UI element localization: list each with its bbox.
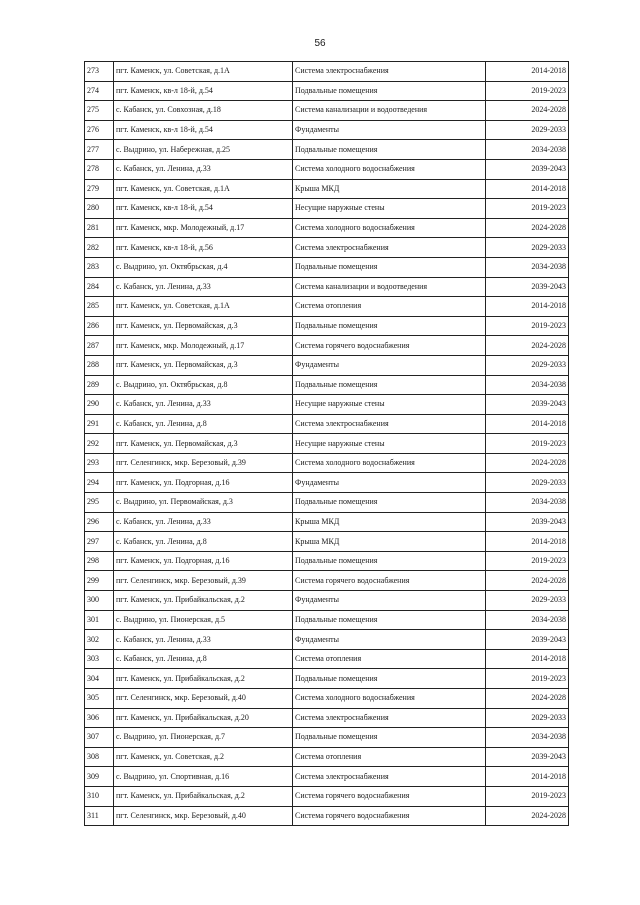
- period-cell: 2034-2038: [486, 140, 569, 160]
- address-cell: пгт. Каменск, ул. Советская, д.1А: [114, 62, 293, 82]
- period-cell: 2019-2023: [486, 551, 569, 571]
- row-number: 281: [85, 218, 114, 238]
- address-cell: пгт. Селенгинск, мкр. Березовый, д.39: [114, 453, 293, 473]
- table-row: [85, 786, 569, 806]
- table-row: [85, 493, 569, 513]
- period-cell: 2014-2018: [486, 62, 569, 82]
- period-cell: 2024-2028: [486, 806, 569, 826]
- row-number: 306: [85, 708, 114, 728]
- address-cell: пгт. Каменск, ул. Советская, д.1А: [114, 179, 293, 199]
- table-row: [85, 453, 569, 473]
- period-cell: 2029-2033: [486, 591, 569, 611]
- system-cell: Подвальные помещения: [293, 669, 486, 689]
- table-row: [85, 336, 569, 356]
- system-cell: Система горячего водоснабжения: [293, 786, 486, 806]
- row-number: 311: [85, 806, 114, 826]
- row-number: 307: [85, 728, 114, 748]
- address-cell: с. Кабанск, ул. Совхозная, д.18: [114, 101, 293, 121]
- row-number: 289: [85, 375, 114, 395]
- system-cell: Крыша МКД: [293, 512, 486, 532]
- address-cell: с. Выдрино, ул. Набережная, д.25: [114, 140, 293, 160]
- period-cell: 2034-2038: [486, 493, 569, 513]
- row-number: 302: [85, 630, 114, 650]
- period-cell: 2019-2023: [486, 786, 569, 806]
- table-row: [85, 297, 569, 317]
- table-row: [85, 316, 569, 336]
- address-cell: с. Кабанск, ул. Ленина, д.33: [114, 512, 293, 532]
- row-number: 300: [85, 591, 114, 611]
- table-row: [85, 473, 569, 493]
- row-number: 310: [85, 786, 114, 806]
- row-number: 284: [85, 277, 114, 297]
- address-cell: пгт. Каменск, ул. Прибайкальская, д.2: [114, 669, 293, 689]
- row-number: 292: [85, 434, 114, 454]
- system-cell: Система электроснабжения: [293, 414, 486, 434]
- period-cell: 2014-2018: [486, 179, 569, 199]
- table-row: [85, 120, 569, 140]
- period-cell: 2039-2043: [486, 747, 569, 767]
- table-row: [85, 806, 569, 826]
- address-cell: пгт. Каменск, ул. Первомайская, д.3: [114, 316, 293, 336]
- system-cell: Система холодного водоснабжения: [293, 159, 486, 179]
- address-cell: пгт. Каменск, мкр. Молодежный, д.17: [114, 218, 293, 238]
- period-cell: 2024-2028: [486, 453, 569, 473]
- period-cell: 2039-2043: [486, 159, 569, 179]
- system-cell: Подвальные помещения: [293, 610, 486, 630]
- system-cell: Крыша МКД: [293, 532, 486, 552]
- table-row: [85, 532, 569, 552]
- table-row: [85, 512, 569, 532]
- table-row: [85, 728, 569, 748]
- system-cell: Подвальные помещения: [293, 728, 486, 748]
- address-cell: с. Кабанск, ул. Ленина, д.33: [114, 395, 293, 415]
- period-cell: 2039-2043: [486, 277, 569, 297]
- period-cell: 2014-2018: [486, 767, 569, 787]
- row-number: 308: [85, 747, 114, 767]
- period-cell: 2019-2023: [486, 199, 569, 219]
- period-cell: 2029-2033: [486, 708, 569, 728]
- table-row: [85, 277, 569, 297]
- address-cell: с. Выдрино, ул. Октябрьская, д.8: [114, 375, 293, 395]
- system-cell: Система электроснабжения: [293, 238, 486, 258]
- address-cell: пгт. Каменск, кв-л 18-й, д.56: [114, 238, 293, 258]
- period-cell: 2014-2018: [486, 297, 569, 317]
- row-number: 305: [85, 689, 114, 709]
- address-cell: с. Выдрино, ул. Спортивная, д.16: [114, 767, 293, 787]
- period-cell: 2029-2033: [486, 120, 569, 140]
- table-row: [85, 689, 569, 709]
- row-number: 295: [85, 493, 114, 513]
- system-cell: Система электроснабжения: [293, 708, 486, 728]
- period-cell: 2024-2028: [486, 689, 569, 709]
- address-cell: пгт. Каменск, ул. Прибайкальская, д.2: [114, 591, 293, 611]
- period-cell: 2024-2028: [486, 101, 569, 121]
- row-number: 301: [85, 610, 114, 630]
- table-row: [85, 630, 569, 650]
- row-number: 291: [85, 414, 114, 434]
- system-cell: Подвальные помещения: [293, 375, 486, 395]
- table-row: [85, 218, 569, 238]
- row-number: 299: [85, 571, 114, 591]
- row-number: 282: [85, 238, 114, 258]
- system-cell: Система холодного водоснабжения: [293, 218, 486, 238]
- period-cell: 2024-2028: [486, 336, 569, 356]
- table-row: [85, 414, 569, 434]
- system-cell: Подвальные помещения: [293, 140, 486, 160]
- period-cell: 2029-2033: [486, 355, 569, 375]
- row-number: 293: [85, 453, 114, 473]
- address-cell: пгт. Каменск, ул. Подгорная, д.16: [114, 551, 293, 571]
- system-cell: Система горячего водоснабжения: [293, 806, 486, 826]
- table-row: [85, 355, 569, 375]
- row-number: 279: [85, 179, 114, 199]
- period-cell: 2024-2028: [486, 218, 569, 238]
- table-row: [85, 571, 569, 591]
- table-row: [85, 159, 569, 179]
- system-cell: Несущие наружные стены: [293, 434, 486, 454]
- row-number: 294: [85, 473, 114, 493]
- period-cell: 2029-2033: [486, 473, 569, 493]
- system-cell: Фундаменты: [293, 473, 486, 493]
- system-cell: Система холодного водоснабжения: [293, 689, 486, 709]
- row-number: 287: [85, 336, 114, 356]
- system-cell: Система горячего водоснабжения: [293, 571, 486, 591]
- address-cell: пгт. Селенгинск, мкр. Березовый, д.40: [114, 806, 293, 826]
- row-number: 303: [85, 649, 114, 669]
- row-number: 304: [85, 669, 114, 689]
- address-cell: с. Кабанск, ул. Ленина, д.8: [114, 649, 293, 669]
- system-cell: Несущие наружные стены: [293, 199, 486, 219]
- address-cell: пгт. Каменск, ул. Первомайская, д.3: [114, 355, 293, 375]
- period-cell: 2014-2018: [486, 414, 569, 434]
- address-cell: пгт. Каменск, ул. Прибайкальская, д.2: [114, 786, 293, 806]
- system-cell: Фундаменты: [293, 591, 486, 611]
- table-row: [85, 767, 569, 787]
- address-cell: с. Выдрино, ул. Октябрьская, д.4: [114, 257, 293, 277]
- address-cell: пгт. Каменск, мкр. Молодежный, д.17: [114, 336, 293, 356]
- address-cell: с. Кабанск, ул. Ленина, д.33: [114, 277, 293, 297]
- system-cell: Фундаменты: [293, 630, 486, 650]
- row-number: 298: [85, 551, 114, 571]
- address-cell: с. Выдрино, ул. Первомайская, д.3: [114, 493, 293, 513]
- row-number: 309: [85, 767, 114, 787]
- address-cell: с. Выдрино, ул. Пионерская, д.5: [114, 610, 293, 630]
- address-cell: с. Кабанск, ул. Ленина, д.33: [114, 630, 293, 650]
- table-row: [85, 238, 569, 258]
- period-cell: 2019-2023: [486, 316, 569, 336]
- row-number: 290: [85, 395, 114, 415]
- table-row: [85, 101, 569, 121]
- table-row: [85, 257, 569, 277]
- system-cell: Система электроснабжения: [293, 62, 486, 82]
- address-cell: пгт. Каменск, ул. Советская, д.1А: [114, 297, 293, 317]
- system-cell: Подвальные помещения: [293, 257, 486, 277]
- table-row: [85, 649, 569, 669]
- row-number: 276: [85, 120, 114, 140]
- system-cell: Подвальные помещения: [293, 316, 486, 336]
- system-cell: Несущие наружные стены: [293, 395, 486, 415]
- system-cell: Система электроснабжения: [293, 767, 486, 787]
- period-cell: 2034-2038: [486, 610, 569, 630]
- row-number: 275: [85, 101, 114, 121]
- table-row: [85, 434, 569, 454]
- address-cell: пгт. Каменск, кв-л 18-й, д.54: [114, 199, 293, 219]
- row-number: 296: [85, 512, 114, 532]
- address-cell: пгт. Каменск, ул. Советская, д.2: [114, 747, 293, 767]
- row-number: 285: [85, 297, 114, 317]
- address-cell: с. Кабанск, ул. Ленина, д.8: [114, 414, 293, 434]
- table-row: [85, 747, 569, 767]
- address-cell: пгт. Каменск, кв-л 18-й, д.54: [114, 120, 293, 140]
- system-cell: Подвальные помещения: [293, 551, 486, 571]
- address-cell: пгт. Каменск, ул. Подгорная, д.16: [114, 473, 293, 493]
- table-row: [85, 395, 569, 415]
- system-cell: Фундаменты: [293, 355, 486, 375]
- table-row: [85, 140, 569, 160]
- address-cell: пгт. Каменск, кв-л 18-й, д.54: [114, 81, 293, 101]
- page-number: 56: [314, 38, 326, 49]
- period-cell: 2019-2023: [486, 81, 569, 101]
- system-cell: Система горячего водоснабжения: [293, 336, 486, 356]
- row-number: 273: [85, 62, 114, 82]
- system-cell: Подвальные помещения: [293, 493, 486, 513]
- system-cell: Фундаменты: [293, 120, 486, 140]
- table-row: [85, 199, 569, 219]
- table-body: [85, 62, 569, 826]
- address-cell: с. Кабанск, ул. Ленина, д.8: [114, 532, 293, 552]
- address-cell: с. Выдрино, ул. Пионерская, д.7: [114, 728, 293, 748]
- period-cell: 2039-2043: [486, 395, 569, 415]
- table-row: [85, 591, 569, 611]
- address-cell: пгт. Каменск, ул. Первомайская, д.3: [114, 434, 293, 454]
- period-cell: 2039-2043: [486, 630, 569, 650]
- system-cell: Система холодного водоснабжения: [293, 453, 486, 473]
- table-row: [85, 669, 569, 689]
- row-number: 283: [85, 257, 114, 277]
- address-cell: пгт. Селенгинск, мкр. Березовый, д.39: [114, 571, 293, 591]
- table-row: [85, 81, 569, 101]
- address-cell: с. Кабанск, ул. Ленина, д.33: [114, 159, 293, 179]
- row-number: 288: [85, 355, 114, 375]
- period-cell: 2014-2018: [486, 649, 569, 669]
- period-cell: 2039-2043: [486, 512, 569, 532]
- system-cell: Система отопления: [293, 297, 486, 317]
- period-cell: 2019-2023: [486, 669, 569, 689]
- row-number: 280: [85, 199, 114, 219]
- row-number: 277: [85, 140, 114, 160]
- system-cell: Система канализации и водоотведения: [293, 101, 486, 121]
- period-cell: 2019-2023: [486, 434, 569, 454]
- address-cell: пгт. Каменск, ул. Прибайкальская, д.20: [114, 708, 293, 728]
- repair-schedule-table: [84, 61, 569, 826]
- system-cell: Подвальные помещения: [293, 81, 486, 101]
- period-cell: 2034-2038: [486, 375, 569, 395]
- table-row: [85, 708, 569, 728]
- address-cell: пгт. Селенгинск, мкр. Березовый, д.40: [114, 689, 293, 709]
- row-number: 274: [85, 81, 114, 101]
- system-cell: Система канализации и водоотведения: [293, 277, 486, 297]
- period-cell: 2014-2018: [486, 532, 569, 552]
- table-row: [85, 375, 569, 395]
- system-cell: Система отопления: [293, 747, 486, 767]
- period-cell: 2034-2038: [486, 728, 569, 748]
- table-row: [85, 62, 569, 82]
- system-cell: Крыша МКД: [293, 179, 486, 199]
- period-cell: 2029-2033: [486, 238, 569, 258]
- period-cell: 2034-2038: [486, 257, 569, 277]
- system-cell: Система отопления: [293, 649, 486, 669]
- table-row: [85, 179, 569, 199]
- period-cell: 2024-2028: [486, 571, 569, 591]
- row-number: 278: [85, 159, 114, 179]
- row-number: 297: [85, 532, 114, 552]
- table-row: [85, 551, 569, 571]
- table-row: [85, 610, 569, 630]
- row-number: 286: [85, 316, 114, 336]
